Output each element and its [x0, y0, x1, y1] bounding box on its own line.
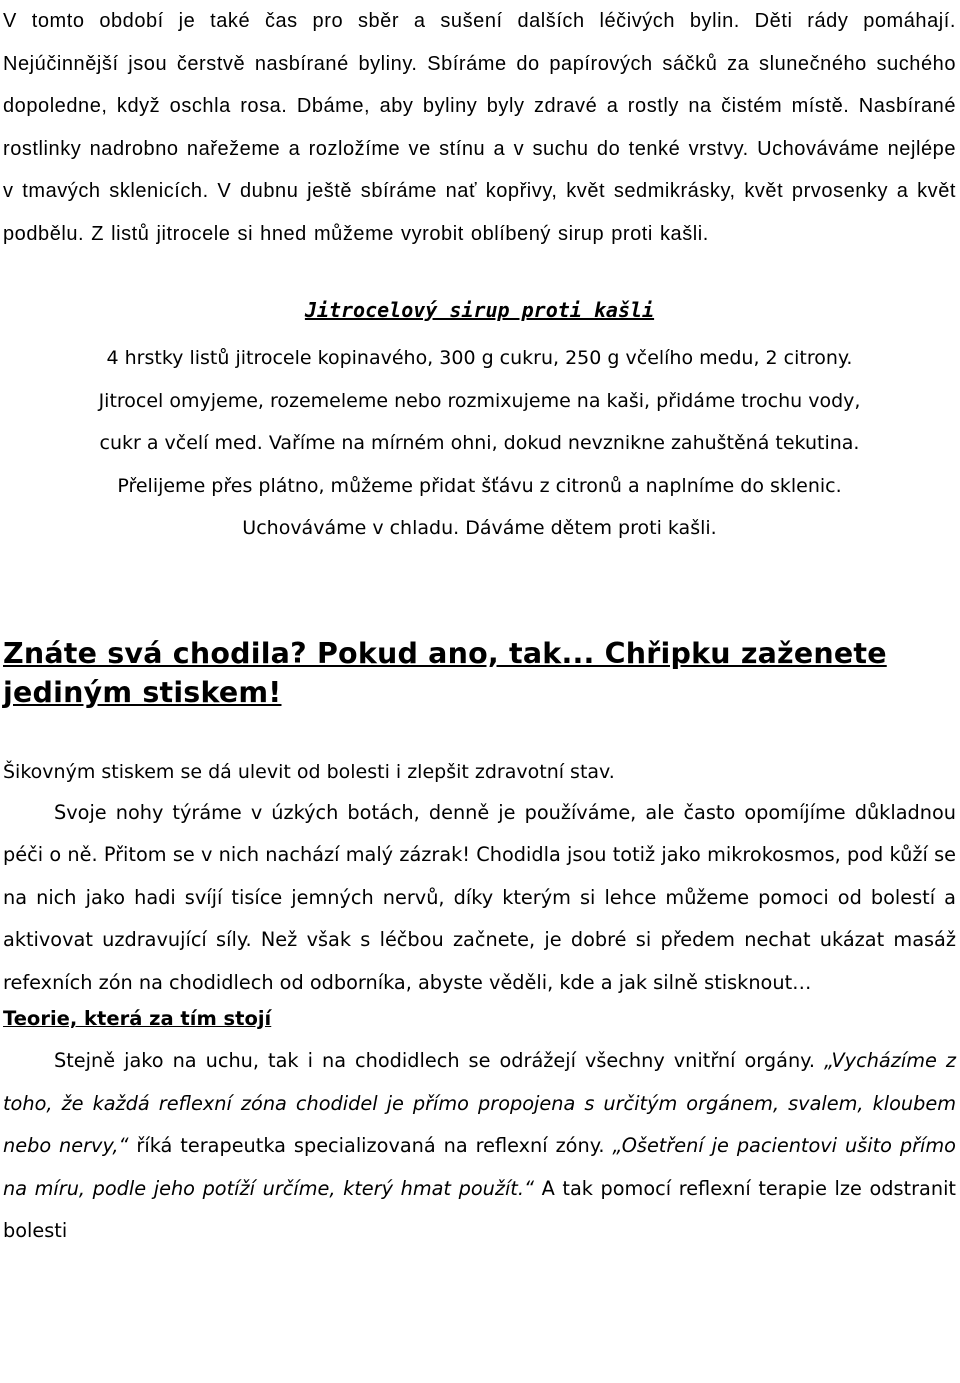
herb-collecting-paragraph: V tomto období je také čas pro sběr a sušení dalších léčivých bylin. Děti rády pomáhají. Nejúčinnější jsou čerstvě nasbírané byliny. Sbíráme do papírových sáčků za slunečného suchého dopoledne, když oschla rosa. Dbáme, aby byliny byly zdravé a rostly na čistém místě. Nasbírané rostlinky nadrobno nařežeme a rozložíme ve stínu a v suchu do tenké vrstvy. Uchováváme nejlépe v tmavých sklenicích. V dubnu ještě sbíráme nať kopřivy, květ sedmikrásky, květ prvosenky a květ podbělu. Z listů jitrocele si hned můžeme vyrobit oblíbený sirup proti kašli. [3, 10, 956, 245]
theory-paragraph [3, 1040, 956, 1253]
theory-text: Stejně jako na uchu, tak i na chodidlech se odrážejí všechny vnitřní orgány. [54, 1049, 824, 1072]
recipe-line: 4 hrstky listů jitrocele kopinavého, 300 g cukru, 250 g včelího medu, 2 citrony. [106, 347, 853, 369]
therapist-quote: „Ošetření je pacientovi ušito přímo na míru, podle jeho potíží určíme, který hmat použít.“ [3, 1134, 956, 1200]
recipe-title: Jitrocelový sirup proti kašli [304, 298, 655, 322]
recipe-line: Jitrocel omyjeme, rozemeleme nebo rozmixujeme na kaši, přidáme trochu vody, [98, 389, 861, 412]
article-heading: Znáte svá chodila? Pokud ano, tak... Chřipku zaženete jediným stiskem! [3, 636, 887, 709]
recipe-line: cukr a včelí med. Vaříme na mírném ohni, dokud nevznikne zahuštěná tekutina. [99, 432, 860, 454]
recipe-text [3, 337, 956, 550]
article-lead: Šikovným stiskem se dá ulevit od bolesti i zlepšit zdravotní stav. [3, 760, 615, 783]
article-paragraph: Svoje nohy týráme v úzkých botách, denně je používáme, ale často opomíjíme důkladnou péči o ně. Přitom se v nich nachází malý zázrak! Chodidla jsou totiž jako mikrokosmos, pod kůží se na nich jako hadi svíjí tisíce jemných nervů, díky kterým si lehce můžeme pomoci od bolestí a aktivovat uzdravující síly. Než však s léčbou začnete, je dobré si předem nechat ukázat masáž refexních zón na chodidlech od odborníka, abyste věděli, kde a jak silně stisknout… [3, 800, 956, 994]
therapist-quote: „Vycházíme z toho, že každá reflexní zóna chodidel je přímo propojena s určitým orgánem, svalem, kloubem nebo nervy,“ [3, 1049, 956, 1157]
theory-text: A tak pomocí reflexní terapie lze odstranit bolesti [3, 1176, 956, 1242]
recipe-line: Uchováváme v chladu. Dáváme dětem proti kašli. [242, 517, 717, 539]
recipe-line: Přelijeme přes plátno, můžeme přidat šťávu z citronů a naplníme do sklenic. [117, 474, 842, 497]
article-subheading: Teorie, která za tím stojí [3, 1007, 272, 1030]
theory-text: říká terapeutka specializovaná na reflexní zóny. [128, 1134, 613, 1157]
